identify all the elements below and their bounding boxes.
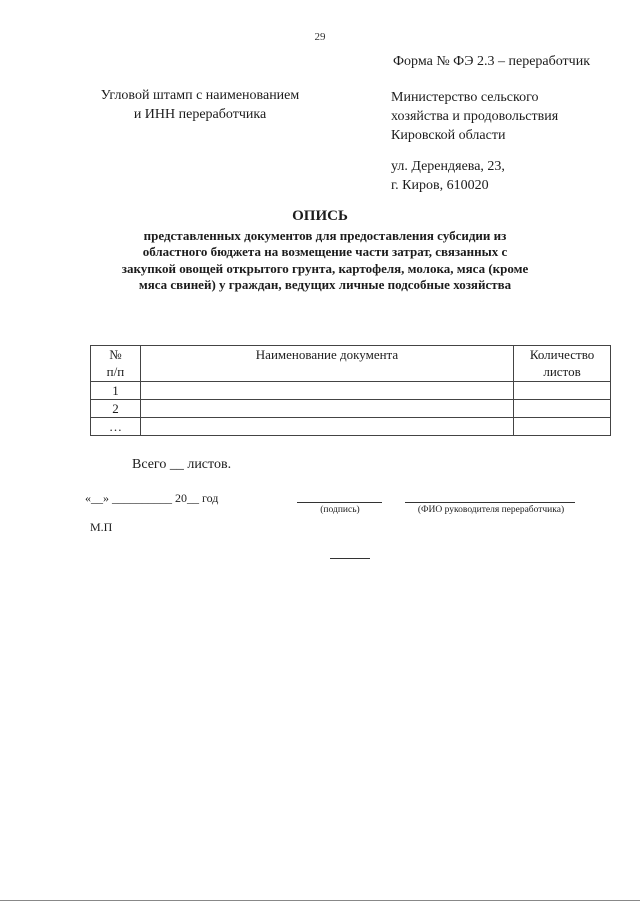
address-line-2: г. Киров, 610020 xyxy=(391,178,489,193)
signature-line xyxy=(297,502,382,503)
row-sheet-count xyxy=(514,418,611,436)
row-sheet-count xyxy=(514,400,611,418)
row-number: … xyxy=(91,418,141,436)
table-row xyxy=(91,382,611,400)
form-label: Форма № ФЭ 2.3 – переработчик xyxy=(393,54,591,69)
document-title: ОПИСЬ xyxy=(292,208,348,224)
stamp-line-1: Угловой штамп с наименованием xyxy=(100,88,300,103)
addressee-line-3: Кировской области xyxy=(391,128,506,143)
corner-stamp-placeholder xyxy=(70,86,330,124)
documents-table xyxy=(90,345,611,436)
header-count-line-2: листов xyxy=(543,364,581,379)
row-document-name xyxy=(140,400,513,418)
addressee-line-2: хозяйства и продовольствия xyxy=(391,109,559,124)
row-document-name xyxy=(140,418,513,436)
table-row xyxy=(91,400,611,418)
fio-line xyxy=(405,502,575,503)
row-document-name xyxy=(140,382,513,400)
header-number-line-1: № xyxy=(109,347,122,362)
row-sheet-count xyxy=(514,382,611,400)
page-number: 29 xyxy=(314,31,326,43)
row-number: 2 xyxy=(91,400,141,418)
address-block xyxy=(391,157,505,195)
signature-caption: (подпись) xyxy=(320,505,360,515)
table-header-row xyxy=(91,346,611,382)
separator-line xyxy=(330,558,370,559)
header-document-name: Наименование документа xyxy=(140,346,513,382)
document-subtitle: представленных документов для предоставления субсидии из областного бюджета на возмещение части затрат, связанных с закупкой овощей открытого грунта, картофеля, молока, мяса (кроме мяса свиней) у граждан, ведущих личные подсобные хозяйства xyxy=(121,228,529,293)
date-line: «__» __________ 20__ год xyxy=(85,491,219,505)
header-number-line-2: п/п xyxy=(106,364,125,379)
header-number xyxy=(91,346,141,382)
total-sheets-line: Всего __ листов. xyxy=(132,457,232,472)
table-row xyxy=(91,418,611,436)
stamp-line-2: и ИНН переработчика xyxy=(133,107,267,122)
header-count-line-1: Количество xyxy=(529,347,595,362)
address-line-1: ул. Дерендяева, 23, xyxy=(391,159,505,174)
stamp-place-label: М.П xyxy=(90,520,113,534)
row-number: 1 xyxy=(91,382,141,400)
addressee-block xyxy=(391,88,558,145)
addressee-line-1: Министерство сельского xyxy=(391,90,539,105)
header-sheet-count xyxy=(514,346,611,382)
bottom-rule xyxy=(0,900,640,901)
fio-caption: (ФИО руководителя переработчика) xyxy=(417,505,565,515)
